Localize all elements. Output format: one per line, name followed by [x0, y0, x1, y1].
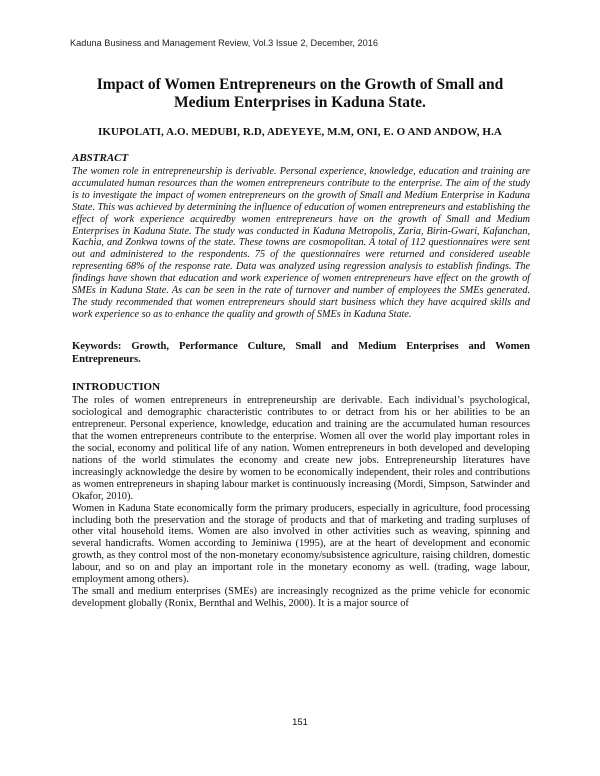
- keywords: Keywords: Growth, Performance Culture, Small and Medium Enterprises and Women Entrepreneurs.: [72, 341, 530, 365]
- intro-paragraph-1: The roles of women entrepreneurs in entrepreneurship are derivable. Each individual’s psychological, sociological and demographic characteristic contributes to or detract from his or her abilities to be an entrepreneur. Personal experience, knowledge, education and training are the accumulated human resources that the women entrepreneurs contribute to the enterprise. Women all over the world play important roles in the social, economy and political life of any nation. Women entrepreneurs in both developed and developing nations of the world stimulates the economy and create new jobs. Entrepreneurship literatures have increasingly acknowledge the desire by women to be economically independent, their roles and contributions as women entrepreneurs in shaping labour market is continuously increasing (Mordi, Simpson, Satwinder and Okafor, 2010).: [72, 395, 530, 502]
- title-line-2: Medium Enterprises in Kaduna State.: [174, 94, 426, 111]
- abstract-text: The women role in entrepreneurship is derivable. Personal experience, knowledge, education and training are accumulated human resources than the women entrepreneurs contribute to the enterprise. The aim of the study is to investigate the impact of women entrepreneurs on the growth of Small and Medium Enterprise in Kaduna State. This was achieved by determining the influence of education of women entrepreneurs and establishing the effect of work experience acquiredby women entrepreneurs have on the growth of Small and Medium Enterprises in Kaduna State. The study was conducted in Kaduna Metropolis, Zaria, Birin-Gwari, Kafanchan, Kachia, and Zonkwa towns of the state. These towns are cosmopolitan. A total of 112 questionnaires were sent out and administered to the respondents. 75 of the questionnaires were returned and considered useable representing 68% of the response rate. Data was analyzed using regression analysis to establish findings. The findings have shown that education and work experience of women entrepreneurs have effect on the growth of SMEs in Kaduna State. As can be seen in the rate of turnover and number of employees the SMEs generated. The study recommended that women entrepreneurs should start business which they have acquired skills and work experience so as to enhance the quality and growth of SMEs in Kaduna State.: [72, 166, 530, 320]
- title-line-1: Impact of Women Entrepreneurs on the Growth of Small and: [96, 76, 504, 93]
- intro-paragraph-3: The small and medium enterprises (SMEs) are increasingly recognized as the prime vehicle for economic development globally (Ronix, Bernthal and Welhis, 2000). It is a major source of: [72, 586, 530, 610]
- paper-title: [70, 76, 530, 112]
- intro-paragraph-2: Women in Kaduna State economically form the primary producers, especially in agriculture, food processing including both the preservation and the storage of products and that of marketing and trading surpluses of other vital household items. Women are also involved in other activities such as weaving, spinning and several handicrafts. Women according to Jeminiwa (1995), are at the heart of development and economic growth, as they control most of the non-monetary economy/subsistence agriculture, raising children, domestic labour, and so on and play an important role in the monetary economy as well. (trading, wage labour, employment among others).: [72, 502, 530, 586]
- running-head: Kaduna Business and Management Review, Vol.3 Issue 2, December, 2016: [70, 38, 378, 48]
- abstract-heading: ABSTRACT: [72, 152, 129, 164]
- page-number: 151: [292, 717, 308, 728]
- introduction-heading: INTRODUCTION: [72, 381, 161, 393]
- introduction-body: [72, 395, 530, 610]
- author-list: IKUPOLATI, A.O. MEDUBI, R.D, ADEYEYE, M.M, ONI, E. O AND ANDOW, H.A: [98, 126, 502, 138]
